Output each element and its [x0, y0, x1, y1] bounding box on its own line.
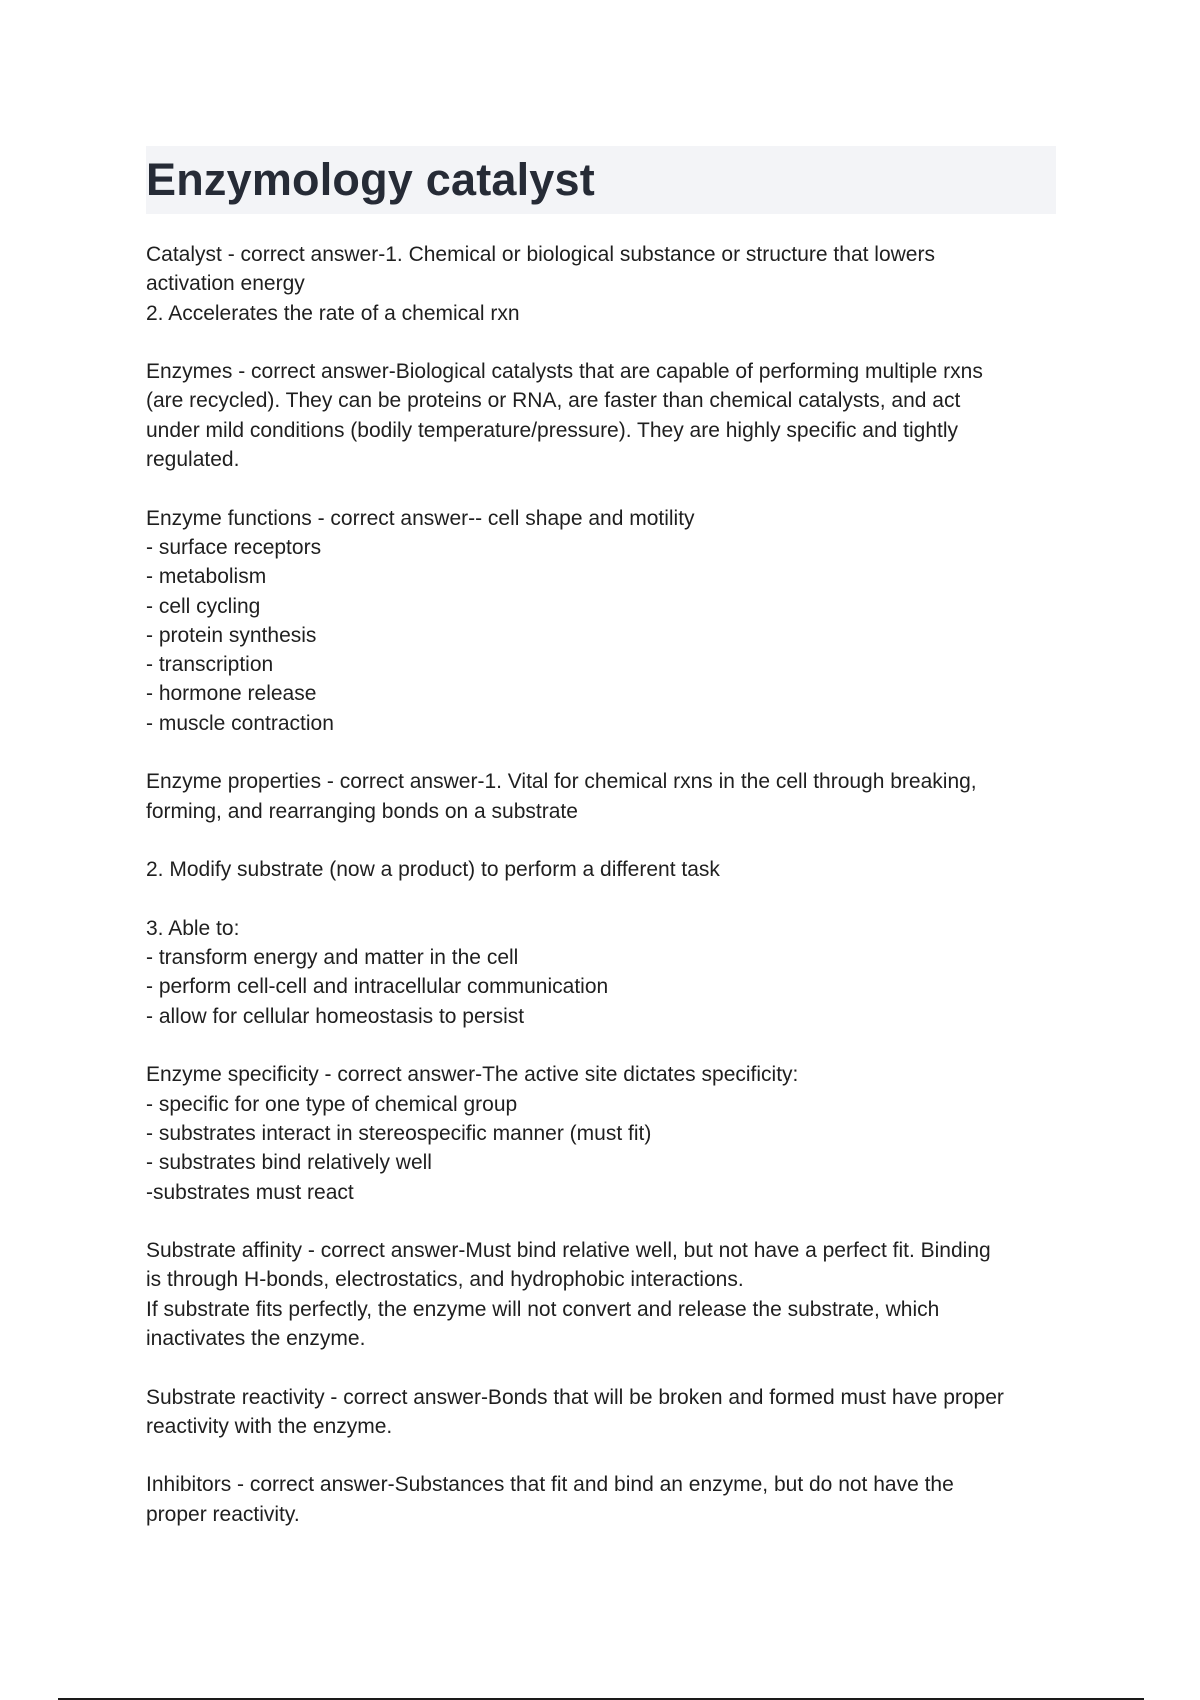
text-line: - transcription	[146, 653, 274, 677]
text-line: Substrate reactivity - correct answer-Bonds that will be broken and formed must have proper	[146, 1385, 1004, 1409]
text-line: forming, and rearranging bonds on a substrate	[146, 799, 578, 823]
text-line: 2. Modify substrate (now a product) to perform a different task	[146, 858, 720, 882]
text-line: - hormone release	[146, 682, 317, 706]
paragraph	[146, 914, 1066, 1031]
text-line: - metabolism	[146, 565, 267, 589]
paragraph	[146, 1236, 1066, 1353]
text-line: (are recycled). They can be proteins or RNA, are faster than chemical catalysts, and act	[146, 389, 961, 413]
text-line: Catalyst - correct answer-1. Chemical or biological substance or structure that lowers	[146, 243, 935, 266]
paragraph	[146, 855, 1066, 884]
text-line: Enzymes - correct answer-Biological catalysts that are capable of performing multiple rxns	[146, 360, 983, 384]
text-line: - allow for cellular homeostasis to persist	[146, 1004, 525, 1028]
text-line: regulated.	[146, 448, 240, 472]
text-line: inactivates the enzyme.	[146, 1326, 366, 1350]
text-line: Enzyme functions - correct answer-- cell shape and motility	[146, 506, 695, 530]
text-line: 3. Able to:	[146, 916, 240, 940]
text-line: Inhibitors - correct answer-Substances that fit and bind an enzyme, but do not have the	[146, 1473, 954, 1497]
paragraph	[146, 1060, 1066, 1206]
text-line: - transform energy and matter in the cell	[146, 946, 519, 970]
text-line: 2. Accelerates the rate of a chemical rxn	[146, 301, 520, 325]
text-line: Enzyme specificity - correct answer-The active site dictates specificity:	[146, 1063, 799, 1087]
text-line: activation energy	[146, 272, 305, 296]
paragraph	[146, 357, 1066, 474]
text-line: - cell cycling	[146, 594, 261, 618]
text-line: - protein synthesis	[146, 623, 317, 647]
document-body	[146, 240, 1066, 1529]
text-line: - substrates bind relatively well	[146, 1151, 432, 1175]
paragraph	[146, 504, 1066, 738]
text-line: Substrate affinity - correct answer-Must bind relative well, but not have a perfect fit. Binding	[146, 1239, 991, 1263]
text-line: -substrates must react	[146, 1180, 354, 1204]
text-line: is through H-bonds, electrostatics, and hydrophobic interactions.	[146, 1268, 744, 1292]
paragraph	[146, 1383, 1066, 1442]
text-line: - perform cell-cell and intracellular communication	[146, 975, 609, 999]
text-line: proper reactivity.	[146, 1502, 300, 1526]
text-line: - specific for one type of chemical group	[146, 1092, 518, 1116]
text-line: under mild conditions (bodily temperature/pressure). They are highly specific and tightly	[146, 418, 959, 442]
text-line: - surface receptors	[146, 535, 322, 559]
text-line: If substrate fits perfectly, the enzyme will not convert and release the substrate, which	[146, 1297, 940, 1321]
text-line: reactivity with the enzyme.	[146, 1414, 393, 1438]
text-line: - substrates interact in stereospecific manner (must fit)	[146, 1121, 652, 1145]
paragraph	[146, 240, 1066, 328]
title-banner	[146, 146, 1056, 214]
paragraph	[146, 767, 1066, 826]
page-title: Enzymology catalyst	[146, 154, 595, 205]
text-line: - muscle contraction	[146, 711, 334, 735]
paragraph	[146, 1470, 1066, 1529]
text-line: Enzyme properties - correct answer-1. Vital for chemical rxns in the cell through breaking,	[146, 770, 977, 794]
